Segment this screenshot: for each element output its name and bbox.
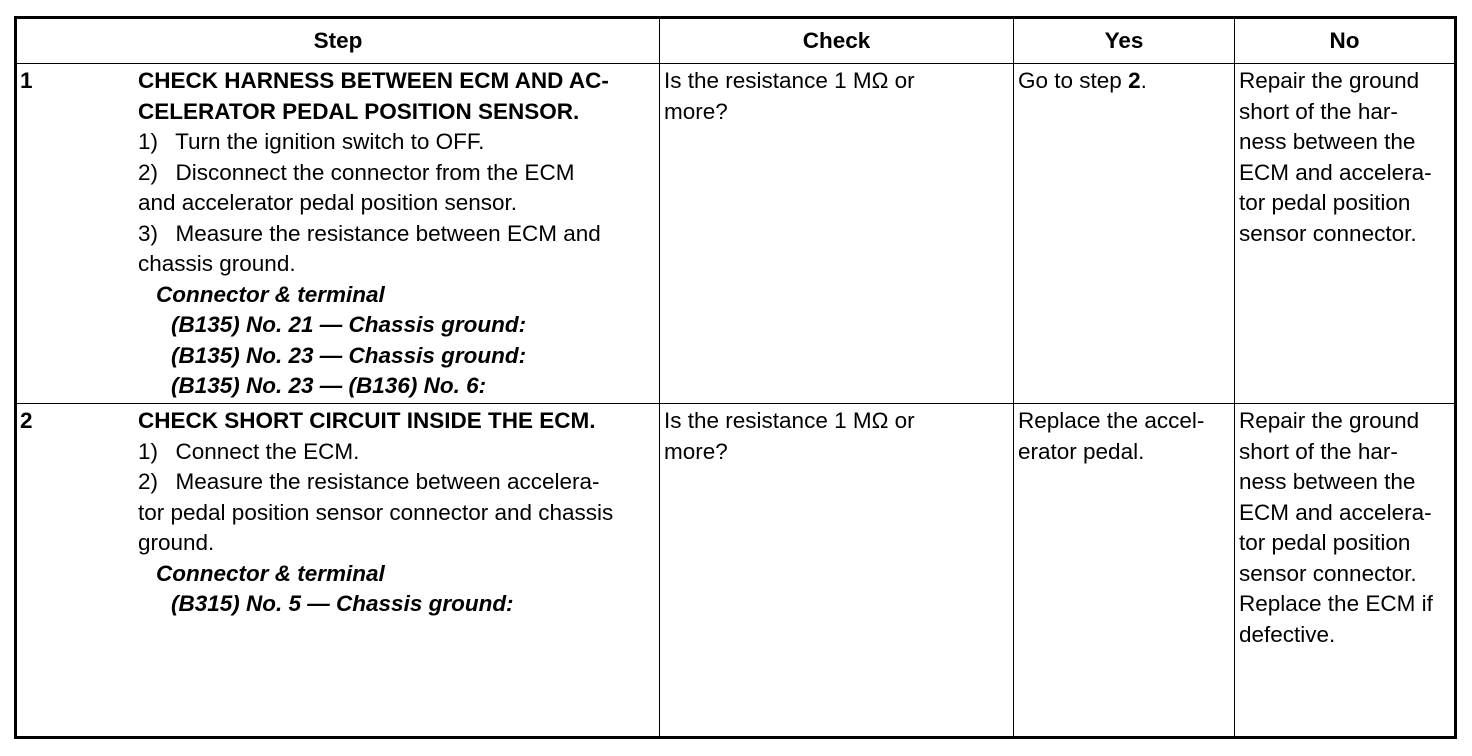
- connector-line: (B315) No. 5 — Chassis ground:: [171, 591, 514, 616]
- yes-cell: [1014, 64, 1235, 404]
- step-cell: [16, 64, 660, 404]
- no-line: sensor connector.: [1239, 560, 1417, 586]
- check-line: more?: [664, 438, 728, 464]
- yes-line: erator pedal.: [1018, 438, 1145, 464]
- check-line: Is the resistance 1 MΩ or: [664, 408, 915, 433]
- connector-line: (B135) No. 21 — Chassis ground:: [171, 312, 527, 337]
- instruction-line: ground.: [138, 530, 215, 555]
- no-line: tor pedal position: [1239, 190, 1411, 215]
- check-cell: [660, 404, 1014, 738]
- no-cell: [1235, 404, 1456, 738]
- step-number: 1: [20, 68, 33, 93]
- connector-line: (B135) No. 23 — Chassis ground:: [171, 342, 527, 368]
- table-row: [16, 64, 1456, 404]
- no-line: Repair the ground: [1239, 68, 1420, 93]
- step-title-line: CHECK HARNESS BETWEEN ECM AND AC-: [138, 68, 609, 93]
- header-no: No: [1235, 18, 1456, 64]
- no-line: sensor connector.: [1239, 220, 1417, 246]
- step-number: 2: [20, 408, 33, 433]
- step-body: [138, 406, 653, 620]
- no-line: Repair the ground: [1239, 408, 1420, 433]
- step-title-line: CHECK SHORT CIRCUIT INSIDE THE ECM.: [138, 408, 596, 433]
- instruction-line: 3) Measure the resistance between ECM and: [138, 220, 601, 246]
- no-line: ness between the: [1239, 129, 1416, 154]
- header-yes: Yes: [1014, 18, 1235, 64]
- no-line: Replace the ECM if: [1239, 591, 1433, 616]
- check-cell: [660, 64, 1014, 404]
- diagnostic-table: [14, 16, 1457, 739]
- yes-suffix: .: [1140, 68, 1147, 93]
- instruction-line: tor pedal position sensor connector and chassis: [138, 499, 614, 525]
- no-line: ECM and accelera-: [1239, 499, 1432, 525]
- no-line: ECM and accelera-: [1239, 159, 1432, 185]
- step-body: [138, 66, 653, 402]
- instruction-line: 1) Connect the ECM.: [138, 438, 360, 464]
- header-row: [16, 18, 1456, 64]
- connector-heading: Connector & terminal: [156, 560, 385, 586]
- connector-heading: Connector & terminal: [156, 281, 385, 307]
- step-title-line: CELERATOR PEDAL POSITION SENSOR.: [138, 98, 580, 124]
- header-step: Step: [16, 18, 660, 64]
- no-line: short of the har-: [1239, 98, 1398, 124]
- instruction-line: 1) Turn the ignition switch to OFF.: [138, 129, 485, 154]
- yes-prefix: Go to step: [1018, 68, 1129, 93]
- no-line: ness between the: [1239, 469, 1416, 494]
- check-line: more?: [664, 98, 728, 124]
- no-cell: [1235, 64, 1456, 404]
- instruction-line: chassis ground.: [138, 251, 296, 276]
- instruction-line: 2) Disconnect the connector from the ECM: [138, 159, 575, 185]
- yes-text: [1014, 64, 1234, 97]
- yes-step-ref: 2: [1128, 68, 1141, 93]
- no-line: short of the har-: [1239, 438, 1398, 464]
- yes-line: Replace the accel-: [1018, 408, 1205, 433]
- instruction-line: 2) Measure the resistance between accelera-: [138, 469, 600, 494]
- no-line: tor pedal position: [1239, 530, 1411, 555]
- header-check: Check: [660, 18, 1014, 64]
- no-line: defective.: [1239, 621, 1336, 647]
- connector-line: (B135) No. 23 — (B136) No. 6:: [171, 373, 487, 398]
- table-row: [16, 404, 1456, 738]
- check-line: Is the resistance 1 MΩ or: [664, 68, 915, 93]
- yes-cell: [1014, 404, 1235, 738]
- instruction-line: and accelerator pedal position sensor.: [138, 190, 517, 215]
- step-cell: [16, 404, 660, 738]
